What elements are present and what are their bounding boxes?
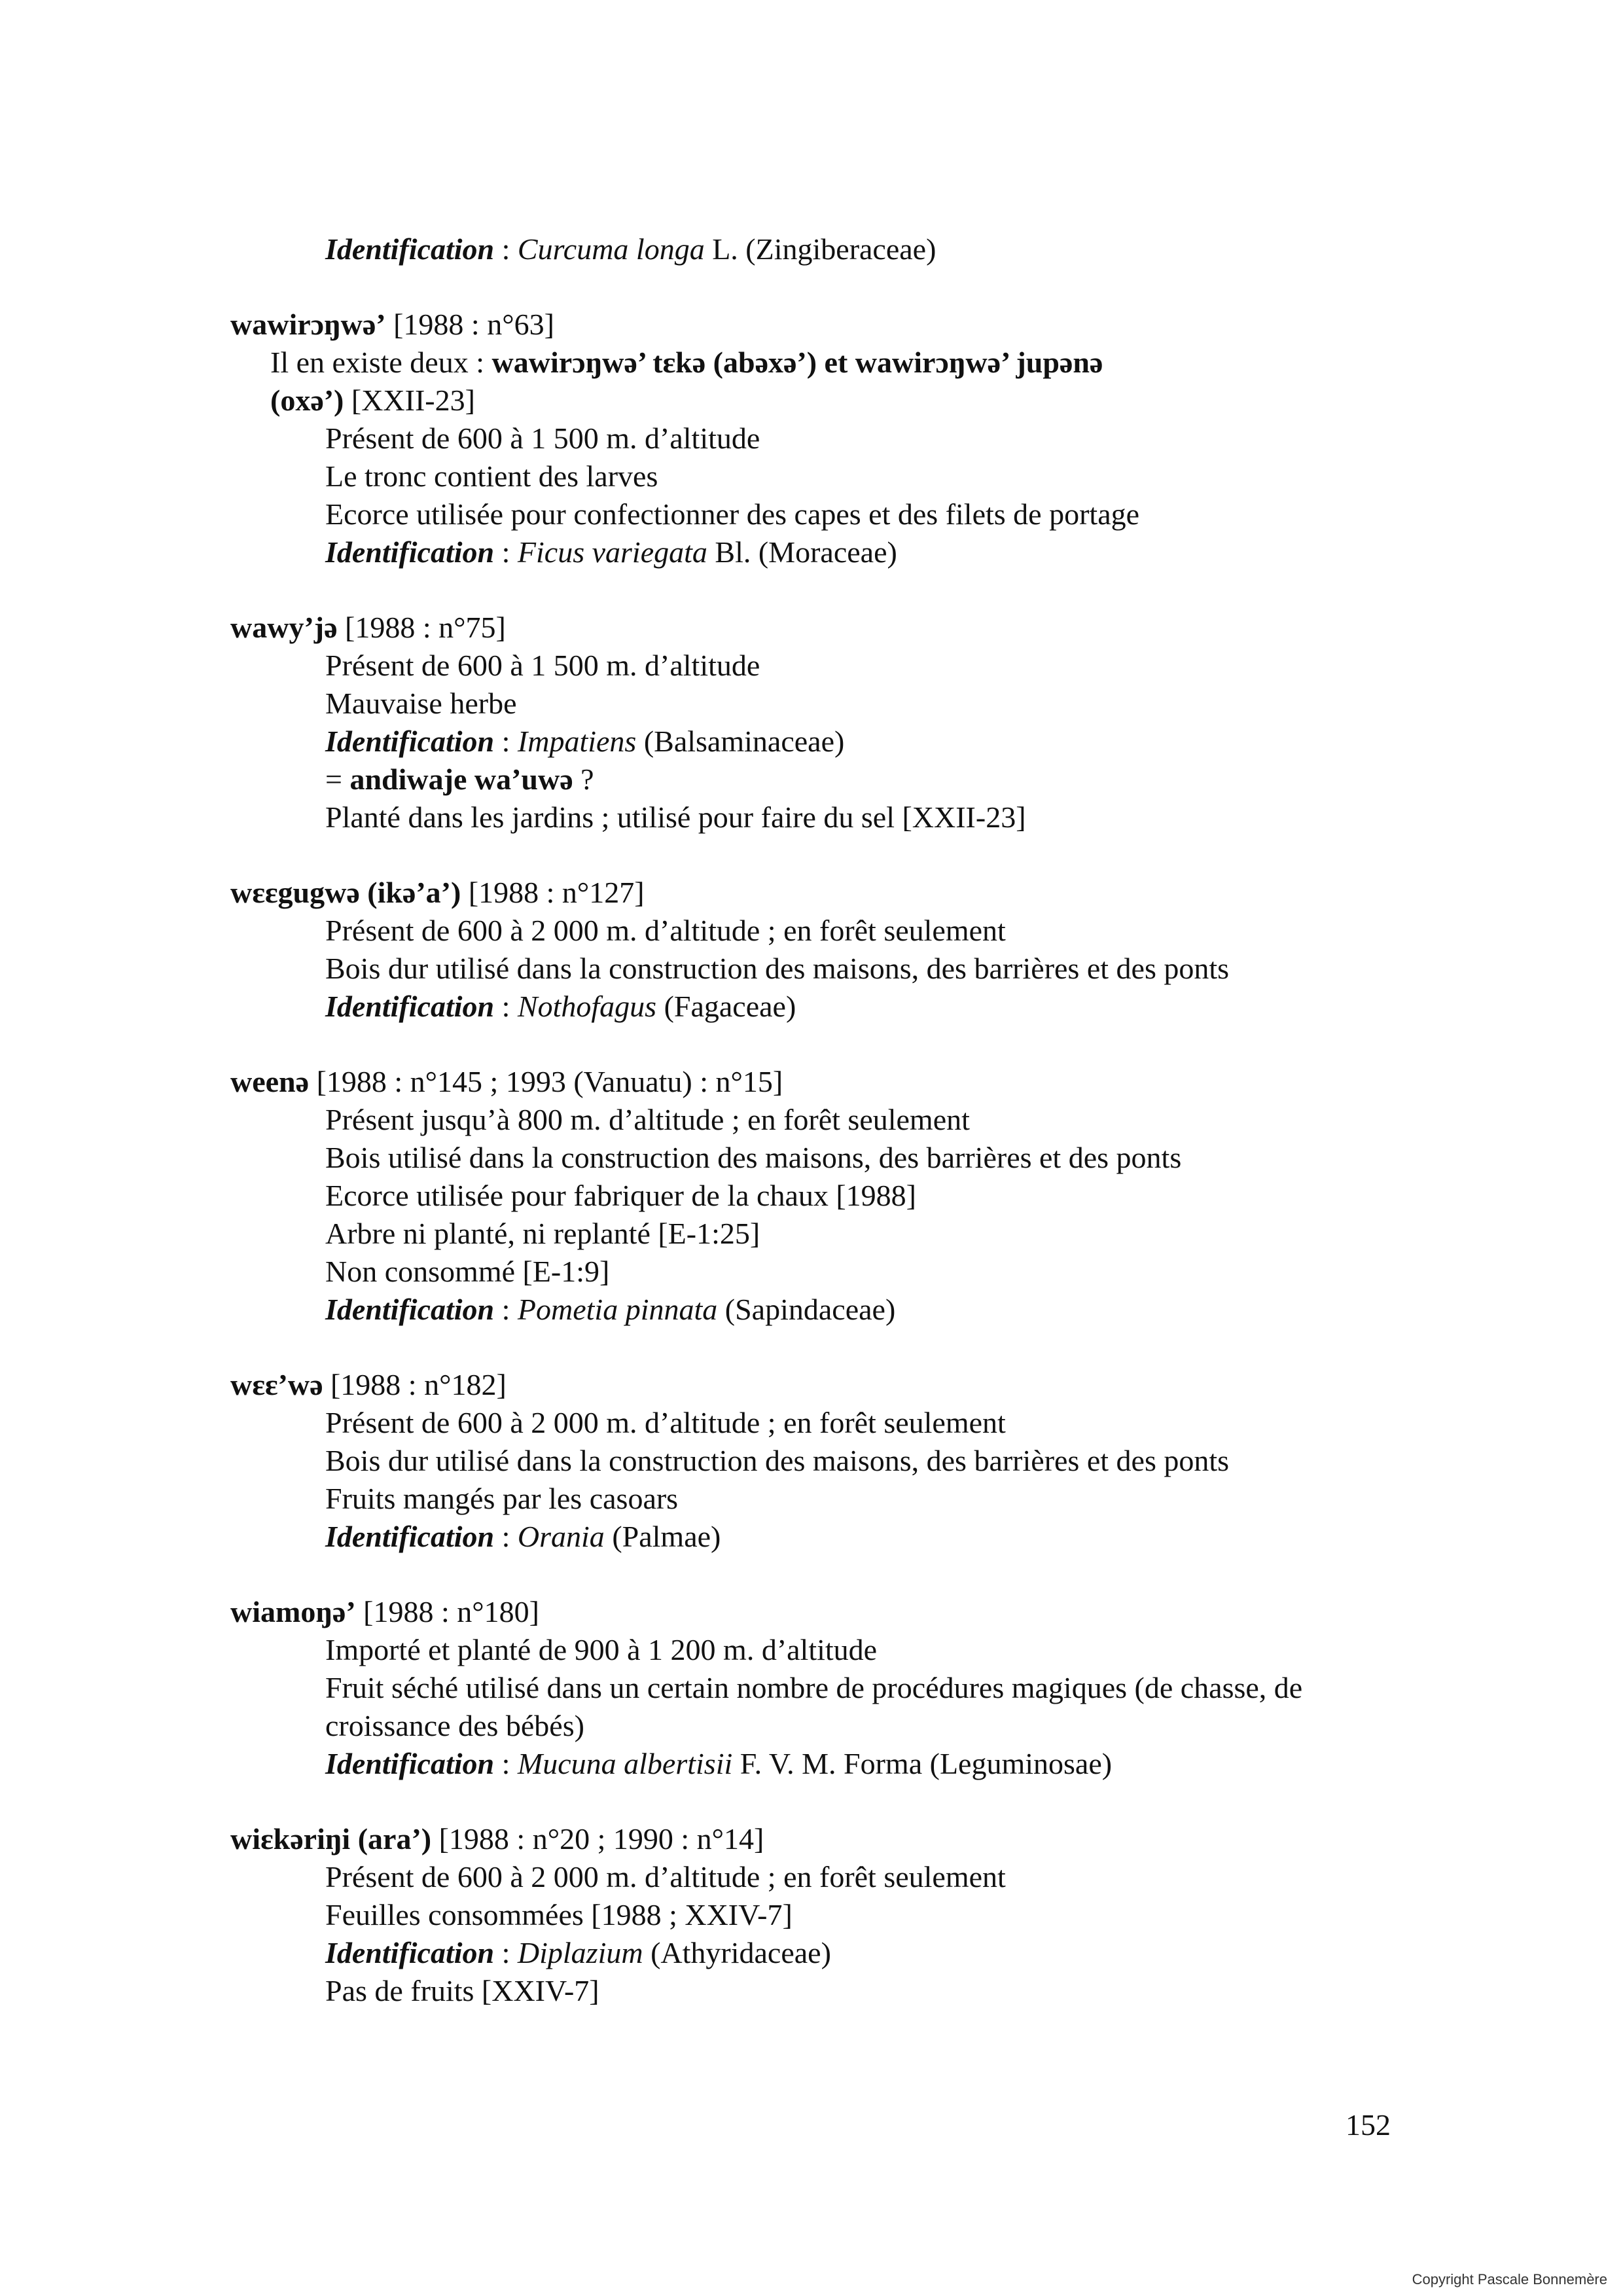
identification-label: Identification [325, 535, 495, 569]
entry-line: Importé et planté de 900 à 1 200 m. d’altitude [325, 1633, 878, 1666]
headword: wɛɛgugwə (ikə’a’) [230, 876, 461, 909]
entry-header [230, 1063, 783, 1101]
reference: [1988 : n°145 ; 1993 (Vanuatu) : n°15] [309, 1065, 783, 1098]
entry-line: Planté dans les jardins ; utilisé pour faire du sel [XXII-23] [325, 800, 1026, 834]
identification-label: Identification [325, 990, 495, 1023]
entry-line: Pas de fruits [XXIV-7] [325, 1974, 599, 2007]
entry-line: Bois dur utilisé dans la construction des maisons, des barrières et des ponts [325, 1444, 1230, 1477]
entry-line: Bois dur utilisé dans la construction des maisons, des barrières et des ponts [325, 952, 1230, 985]
synonym-line: = andiwaje wa’uwə ? [325, 762, 594, 796]
headword: weenə [230, 1065, 310, 1098]
entry-header [230, 874, 645, 912]
entry-line: Bois utilisé dans la construction des maisons, des barrières et des ponts [325, 1141, 1182, 1174]
entry-line: Non consommé [E-1:9] [325, 1255, 610, 1288]
entry-line: Le tronc contient des larves [325, 459, 658, 493]
headword: wawirɔŋwə’ [230, 308, 386, 341]
entry-line: Feuilles consommées [1988 ; XXIV-7] [325, 1898, 793, 1931]
identification-line: Identification : Orania (Palmae) [325, 1520, 721, 1553]
identification-label: Identification [325, 1520, 495, 1553]
identification-label: Identification [325, 232, 495, 266]
identification-line: Identification : Diplazium (Athyridaceae) [325, 1936, 831, 1969]
species-name: Mucuna albertisii [517, 1747, 733, 1780]
identification-label: Identification [325, 725, 495, 758]
headword: wɛɛ’wə [230, 1368, 323, 1401]
species-name: Impatiens [517, 725, 637, 758]
copyright-notice: Copyright Pascale Bonnemère [1412, 2271, 1607, 2287]
entry-line: Mauvaise herbe [325, 687, 517, 720]
entry-header [230, 1593, 539, 1631]
headword: wawy’jə [230, 611, 338, 644]
entry-line: Présent de 600 à 2 000 m. d’altitude ; en forêt seulement [325, 1406, 1006, 1439]
entry-line: Présent de 600 à 1 500 m. d’altitude [325, 422, 760, 455]
entry-header [230, 1820, 764, 1858]
species-name: Diplazium [517, 1936, 643, 1969]
entry-line: Fruits mangés par les casoars [325, 1482, 679, 1515]
entry-note: (oxə’) [XXII-23] [270, 384, 475, 417]
reference: [1988 : n°75] [337, 611, 506, 644]
reference: [1988 : n°20 ; 1990 : n°14] [431, 1822, 764, 1856]
species-name: Ficus variegata [517, 535, 707, 569]
identification-label: Identification [325, 1936, 495, 1969]
species-name: Orania [517, 1520, 605, 1553]
entry-line: Présent de 600 à 2 000 m. d’altitude ; en forêt seulement [325, 914, 1006, 947]
page-number: 152 [1346, 2108, 1391, 2142]
identification-line: Identification : Ficus variegata Bl. (Moraceae) [325, 535, 897, 569]
entry-line: Présent de 600 à 1 500 m. d’altitude [325, 649, 760, 682]
identification-label: Identification [325, 1747, 495, 1780]
species-name: Pometia pinnata [517, 1293, 718, 1326]
headword: wiamoŋə’ [230, 1595, 356, 1628]
entry-line: Présent jusqu’à 800 m. d’altitude ; en forêt seulement [325, 1103, 970, 1136]
identification-line: Identification : Mucuna albertisii F. V. M. Forma (Leguminosae) [325, 1747, 1113, 1780]
reference: [1988 : n°127] [461, 876, 645, 909]
species-name: Nothofagus [517, 990, 657, 1023]
entry-line: Ecorce utilisée pour fabriquer de la chaux [1988] [325, 1179, 916, 1212]
identification-line: Identification : Nothofagus (Fagaceae) [325, 990, 796, 1023]
entry-line: Ecorce utilisée pour confectionner des capes et des filets de portage [325, 497, 1140, 531]
reference: [1988 : n°182] [323, 1368, 507, 1401]
entry-note: Il en existe deux : wawirɔŋwə’ tɛkə (abəxə’) et wawirɔŋwə’ jupənə [270, 346, 1103, 379]
headword: wiɛkəriŋi (ara’) [230, 1822, 432, 1856]
entry-header [230, 306, 554, 344]
entry-header [230, 1366, 507, 1404]
species-name: Curcuma longa [517, 232, 705, 266]
identification-line: Identification : Impatiens (Balsaminaceae) [325, 725, 845, 758]
entry-header [230, 609, 506, 647]
entry-line: Arbre ni planté, ni replanté [E-1:25] [325, 1217, 760, 1250]
identification-line: Identification : Pometia pinnata (Sapindaceae) [325, 1293, 896, 1326]
identification-line: Identification : Curcuma longa L. (Zingiberaceae) [325, 232, 936, 266]
entry-line: Fruit séché utilisé dans un certain nombre de procédures magiques (de chasse, de [325, 1671, 1303, 1704]
identification-label: Identification [325, 1293, 495, 1326]
reference: [1988 : n°180] [355, 1595, 539, 1628]
reference: [1988 : n°63] [385, 308, 554, 341]
entry-line: Présent de 600 à 2 000 m. d’altitude ; en forêt seulement [325, 1860, 1006, 1893]
entry-line: croissance des bébés) [325, 1709, 584, 1742]
